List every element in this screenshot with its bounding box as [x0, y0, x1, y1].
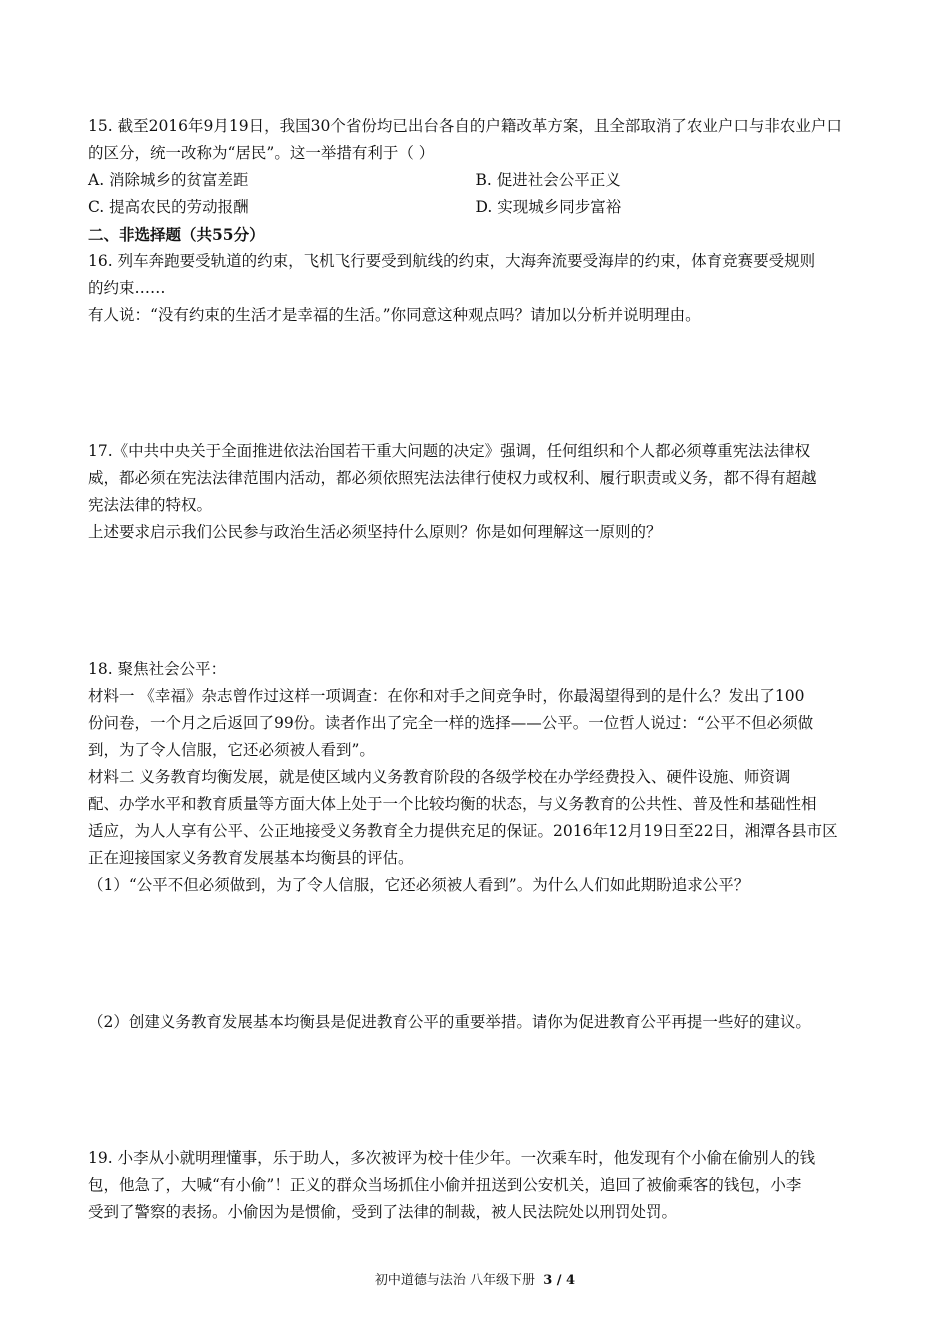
question-15-line: 15. 截至2016年9月19日，我国30个省份均已出台各自的户籍改革方案，且全部取消了农业户口与非农业户口: [88, 117, 842, 135]
question-19: [88, 1145, 863, 1226]
question-19-line: 受到了警察的表扬。小偷因为是惯偷，受到了法律的制裁，被人民法院处以刑罚处罚。: [88, 1203, 678, 1221]
question-18-line: 份问卷，一个月之后返回了99份。读者作出了完全一样的选择——公平。一位哲人说过：“公平不但必须做: [88, 714, 814, 732]
question-16-line: 16. 列车奔跑要受轨道的约束，飞机飞行要受到航线的约束，大海奔流要受海岸的约束，体育竞赛要受规则: [88, 252, 816, 270]
question-19-line: 包，他急了，大喊“有小偷”！正义的群众当场抓住小偷并扭送到公安机关，追回了被偷乘客的钱包，小李: [88, 1176, 802, 1194]
question-18-sub2-line: （2）创建义务教育发展基本均衡县是促进教育公平的重要举措。请你为促进教育公平再提一些好的建议。: [88, 1013, 811, 1031]
question-17-line: 上述要求启示我们公民参与政治生活必须坚持什么原则？你是如何理解这一原则的？: [88, 523, 662, 541]
question-18-line: 配、办学水平和教育质量等方面大体上处于一个比较均衡的状态，与义务教育的公共性、普及性和基础性相: [88, 795, 817, 813]
question-18-line: 正在迎接国家义务教育发展基本均衡县的评估。: [88, 849, 414, 867]
question-17-line: 17.《中共中央关于全面推进依法治国若干重大问题的决定》强调，任何组织和个人都必须尊重宪法法律权: [88, 442, 811, 460]
option-a: A. 消除城乡的贫富差距: [88, 171, 249, 189]
page-footer: [0, 1271, 950, 1291]
question-18-line: 适应，为人人享有公平、公正地接受义务教育全力提供充足的保证。2016年12月19日至22日，湘潭各县市区: [88, 822, 838, 840]
question-18: [88, 656, 863, 899]
page-number: 3 / 4: [543, 1273, 576, 1288]
option-d: D. 实现城乡同步富裕: [475, 198, 622, 216]
footer-text: 初中道德与法治 八年级下册: [374, 1273, 536, 1288]
question-15-options: [88, 167, 863, 221]
question-16-line: 有人说：“没有约束的生活才是幸福的生活。”你同意这种观点吗？请加以分析并说明理由。: [88, 306, 701, 324]
question-18-sub2: [88, 1009, 863, 1036]
option-b: B. 促进社会公平正义: [475, 171, 621, 189]
question-16-line: 的约束……: [88, 279, 166, 297]
question-17-line: 威，都必须在宪法法律范围内活动，都必须依照宪法法律行使权力或权利、履行职责或义务，都不得有超越: [88, 469, 817, 487]
question-15-line: 的区分，统一改称为“居民”。这一举措有利于（ ）: [88, 144, 435, 162]
question-17: [88, 438, 863, 546]
question-16: [88, 248, 863, 329]
question-18-line: 材料一 《幸福》杂志曾作过这样一项调查：在你和对手之间竞争时，你最渴望得到的是什么？发出了100: [88, 687, 805, 705]
question-18-line: 到，为了令人信服，它还必须被人看到”。: [88, 741, 375, 759]
question-19-line: 19. 小李从小就明理懂事，乐于助人，多次被评为校十佳少年。一次乘车时，他发现有个小偷在偷别人的钱: [88, 1149, 816, 1167]
section-title: 二、非选择题（共55分）: [88, 225, 265, 244]
question-18-line: 材料二 义务教育均衡发展，就是使区域内义务教育阶段的各级学校在办学经费投入、硬件设施、师资调: [88, 768, 791, 786]
question-15: [88, 113, 863, 167]
option-c: C. 提高农民的劳动报酬: [88, 198, 249, 216]
question-18-line: （1）“公平不但必须做到，为了令人信服，它还必须被人看到”。为什么人们如此期盼追求公平？: [88, 876, 750, 894]
question-18-line: 18. 聚焦社会公平：: [88, 660, 227, 678]
question-17-line: 宪法法律的特权。: [88, 496, 213, 514]
